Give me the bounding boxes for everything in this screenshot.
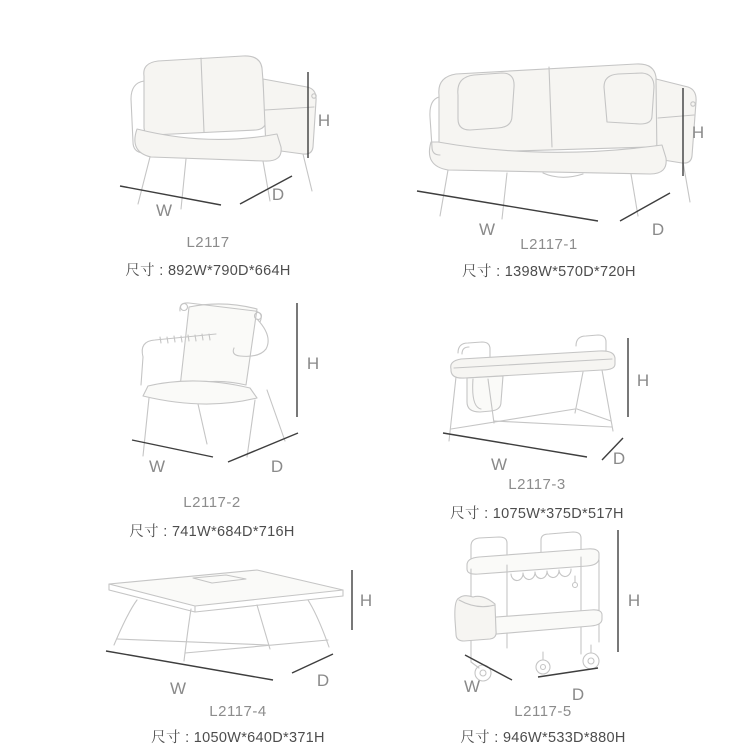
figure-sofa: [395, 48, 720, 235]
product-size: 尺寸 : 1050W*640D*371H: [151, 730, 325, 746]
depth-label: D: [316, 671, 330, 690]
coffee-table-drawing: [95, 548, 375, 698]
product-size: 尺寸 : 1075W*375D*517H: [450, 506, 624, 522]
bar-cart-drawing: [445, 524, 660, 704]
height-label: H: [306, 354, 320, 373]
depth-label: D: [271, 185, 285, 204]
figure-bar-cart: [445, 524, 660, 704]
armchair-drawing: [80, 50, 370, 220]
width-label: W: [490, 455, 508, 473]
width-dimension-line: [417, 191, 598, 221]
product-code: L2117-2: [183, 494, 241, 511]
bench-art: [449, 335, 615, 441]
bench-drawing: [425, 323, 670, 473]
width-label: W: [463, 677, 481, 696]
figure-armchair: [80, 50, 370, 220]
depth-dimension-line: [620, 193, 670, 221]
width-dimension-line: [106, 651, 273, 680]
product-code: L2117: [186, 234, 230, 251]
sofa-art: [429, 64, 696, 219]
bar-cart-art: [455, 532, 602, 681]
product-size: 尺寸 : 741W*684D*716H: [129, 524, 295, 540]
armchair-art: [131, 56, 316, 209]
product-code: L2117-3: [508, 476, 566, 493]
depth-label: D: [612, 449, 626, 468]
width-label: W: [478, 220, 496, 235]
width-dimension-line: [443, 433, 587, 457]
width-label: W: [169, 679, 187, 698]
depth-label: D: [651, 220, 665, 235]
product-size: 尺寸 : 892W*790D*664H: [125, 263, 291, 279]
coffee-table-art: [109, 570, 343, 661]
depth-dimension-line: [228, 433, 298, 462]
lounge-chair-drawing: [110, 295, 340, 475]
product-code: L2117-5: [514, 703, 572, 720]
height-label: H: [636, 371, 650, 390]
product-size: 尺寸 : 1398W*570D*720H: [462, 264, 636, 280]
height-label: H: [627, 591, 641, 610]
height-label: H: [359, 591, 373, 610]
height-label: H: [317, 111, 331, 130]
depth-label: D: [270, 457, 284, 475]
width-label: W: [155, 201, 173, 220]
lounge-chair-art: [141, 303, 285, 457]
sofa-drawing: [395, 48, 720, 235]
figure-bench: [425, 323, 670, 473]
height-label: H: [691, 123, 705, 142]
width-label: W: [148, 457, 166, 475]
product-size: 尺寸 : 946W*533D*880H: [460, 730, 626, 746]
figure-coffee-table: [95, 548, 375, 698]
product-code: L2117-1: [520, 236, 578, 253]
figure-lounge-chair: [110, 295, 340, 475]
product-code: L2117-4: [209, 703, 267, 720]
depth-label: D: [571, 685, 585, 704]
